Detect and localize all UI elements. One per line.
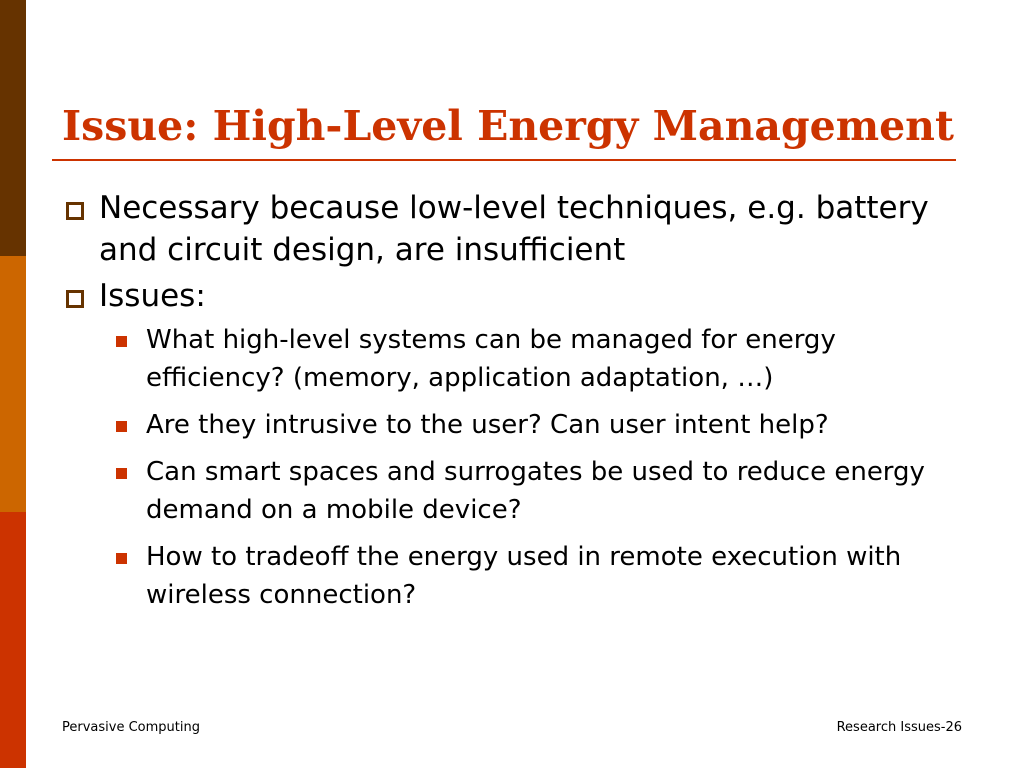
bullet-text: Necessary because low-level techniques, e.g. battery and circuit design, are insufficient [99,190,929,268]
filled-square-bullet-icon [116,336,127,347]
slide-title: Issue: High-Level Energy Management [62,102,954,150]
title-underline [52,159,956,161]
bullet-item [62,275,962,317]
sub-bullet-item [108,321,962,397]
filled-square-bullet-icon [116,553,127,564]
sub-bullet-list [108,321,962,614]
slide-content [62,187,962,623]
bullet-text: Issues: [99,278,206,314]
sub-bullet-text: Are they intrusive to the user? Can user intent help? [146,410,829,440]
sub-bullet-item [108,538,962,614]
hollow-square-bullet-icon [66,202,84,220]
footer-slide-number: Research Issues-26 [836,720,962,735]
sidebar-band-top [0,0,26,256]
sub-bullet-text: Can smart spaces and surrogates be used to reduce energy demand on a mobile device? [146,457,925,525]
footer-course-name: Pervasive Computing [62,720,200,735]
filled-square-bullet-icon [116,421,127,432]
sidebar-color-bar [0,0,26,768]
sidebar-band-bottom [0,512,26,768]
sub-bullet-item [108,453,962,529]
sidebar-band-middle [0,256,26,512]
sub-bullet-text: How to tradeoff the energy used in remote execution with wireless connection? [146,542,902,610]
sub-bullet-text: What high-level systems can be managed for energy efficiency? (memory, application adaptation, …) [146,325,836,393]
sub-bullet-item [108,406,962,444]
filled-square-bullet-icon [116,468,127,479]
hollow-square-bullet-icon [66,290,84,308]
bullet-item [62,187,962,271]
